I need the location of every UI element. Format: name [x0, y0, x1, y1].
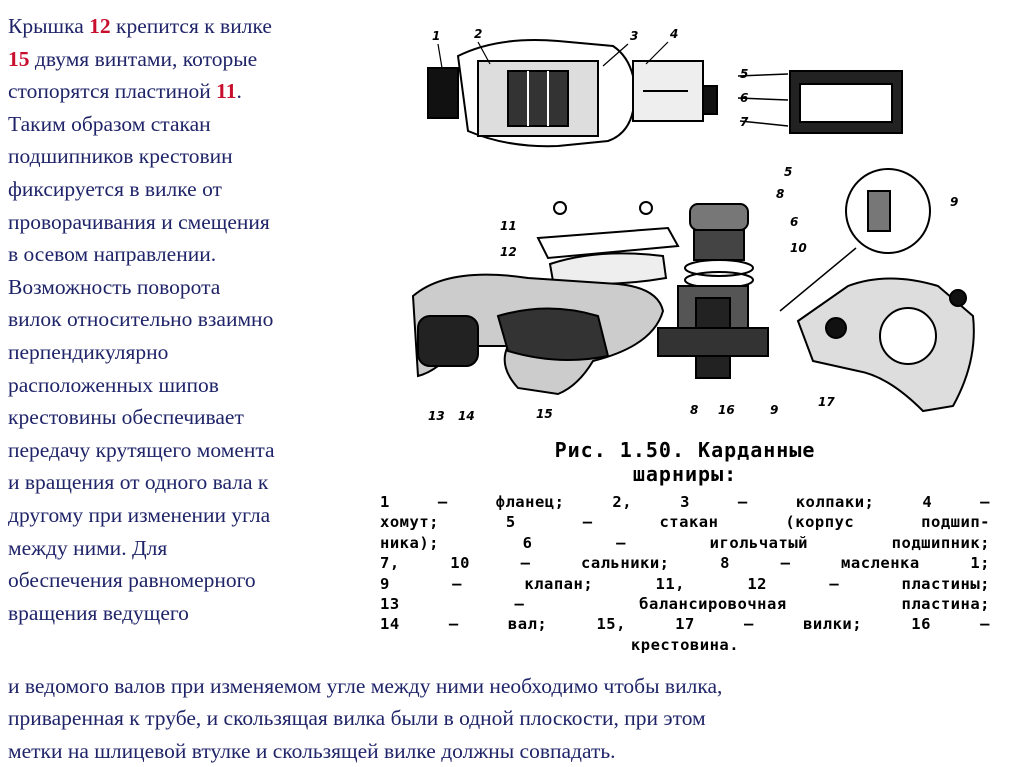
- part-label: 14: [458, 409, 475, 423]
- part-label: 4: [670, 27, 679, 41]
- legend-line: хомут; 5 — стакан (корпус подшип-: [380, 513, 990, 532]
- text-fragment: фиксируется в вилке от: [8, 176, 222, 201]
- text-fragment: расположенных шипов: [8, 372, 219, 397]
- part-number-reference: 12: [89, 14, 111, 38]
- left-text-line: [8, 564, 370, 597]
- part-label: 5: [784, 165, 793, 179]
- part-label: 2: [474, 27, 483, 41]
- left-text-line: [8, 10, 370, 43]
- left-text-line: [8, 43, 370, 76]
- text-fragment: Крышка: [8, 14, 90, 38]
- left-text-line: [8, 238, 370, 271]
- left-text-line: [8, 336, 370, 369]
- caption-legend: [380, 492, 990, 655]
- left-text-line: [8, 532, 370, 565]
- text-fragment: обеспечения равномерного: [8, 568, 256, 593]
- left-text-line: [8, 303, 370, 336]
- left-text-line: [8, 434, 370, 467]
- text-fragment: в осевом направлении.: [8, 242, 217, 267]
- legend-line: 7, 10 — сальники; 8 — масленка 1;: [380, 554, 990, 573]
- legend-line: ника); 6 — игольчатый подшипник;: [380, 533, 990, 552]
- left-text-line: [8, 499, 370, 532]
- part-label: 9: [770, 403, 779, 417]
- assembly-top-drawing: [428, 40, 902, 146]
- part-number-reference: 11: [216, 79, 237, 104]
- left-paragraph: [8, 10, 370, 629]
- text-fragment: крестовины обеспечивает: [8, 405, 244, 430]
- left-text-line: [8, 140, 370, 173]
- part-label: 11: [500, 219, 517, 233]
- part-label: 10: [790, 241, 807, 255]
- legend-line: 14 — вал; 15, 17 — вилки; 16 —: [380, 615, 990, 634]
- left-text-line: [8, 466, 370, 499]
- left-text-line: [8, 75, 370, 108]
- text-fragment: стопорятся пластиной: [8, 79, 217, 104]
- exploded-parts-drawing: [413, 169, 974, 411]
- left-text-line: [8, 369, 370, 402]
- part-label: 13: [428, 409, 445, 423]
- caption-title-line1: Рис. 1.50. Карданные: [554, 438, 816, 462]
- part-number-reference: 15: [8, 46, 30, 71]
- text-fragment: .: [236, 79, 242, 104]
- text-fragment: двумя винтами, которые: [29, 46, 258, 71]
- part-label: 16: [718, 403, 735, 417]
- text-fragment: подшипников крестовин: [8, 144, 233, 169]
- legend-line: 1 — фланец; 2, 3 — колпаки; 4 —: [380, 493, 990, 511]
- part-label: 5: [740, 67, 749, 81]
- text-fragment: проворачивания и смещения: [8, 209, 270, 234]
- part-label: 3: [630, 29, 639, 43]
- part-label: 8: [690, 403, 699, 417]
- text-fragment: передачу крутящего момента: [8, 437, 275, 462]
- part-label: 17: [818, 395, 835, 409]
- bottom-text-line: метки на шлицевой втулке и скользящей вилке должны совпадать.: [8, 738, 616, 763]
- text-fragment: другому при изменении угла: [8, 502, 271, 527]
- left-text-line: [8, 173, 370, 206]
- text-fragment: между ними. Для: [8, 535, 168, 560]
- text-fragment: и вращения от одного вала к: [8, 470, 269, 495]
- text-fragment: Таким образом стакан: [8, 111, 211, 136]
- left-text-line: [8, 597, 370, 630]
- legend-line: 13 — балансировочная пластина;: [380, 595, 990, 614]
- left-text-line: [8, 271, 370, 304]
- caption-title-line2: шарниры:: [632, 462, 738, 486]
- left-text-line: [8, 206, 370, 239]
- part-label: 1: [432, 29, 441, 43]
- part-label: 6: [740, 91, 749, 105]
- bottom-text-line: приваренная к трубе, и скользящая вилка были в одной плоскости, при этом: [8, 706, 706, 731]
- part-label: 6: [790, 215, 799, 229]
- bottom-text-line: и ведомого валов при изменяемом угле между ними необходимо чтобы вилка,: [8, 674, 723, 698]
- part-label: 7: [740, 115, 749, 129]
- text-fragment: крепится к вилке: [110, 14, 272, 38]
- part-label: 12: [500, 245, 517, 259]
- text-fragment: вилок относительно взаимно: [8, 307, 274, 332]
- legend-line: 9 — клапан; 11, 12 — пластины;: [380, 574, 990, 593]
- part-label: 8: [776, 187, 785, 201]
- technical-drawing: [378, 16, 1018, 436]
- left-text-line: [8, 401, 370, 434]
- text-fragment: перпендикулярно: [8, 339, 169, 364]
- bottom-paragraph: [8, 670, 1018, 767]
- figure-cardan-joints: [378, 16, 1018, 666]
- legend-line: крестовина.: [630, 635, 740, 654]
- part-label: 9: [950, 195, 959, 209]
- figure-caption: [380, 438, 990, 655]
- text-fragment: вращения ведущего: [8, 600, 189, 625]
- text-fragment: Возможность поворота: [8, 274, 221, 299]
- left-text-line: [8, 108, 370, 141]
- part-label: 15: [536, 407, 553, 421]
